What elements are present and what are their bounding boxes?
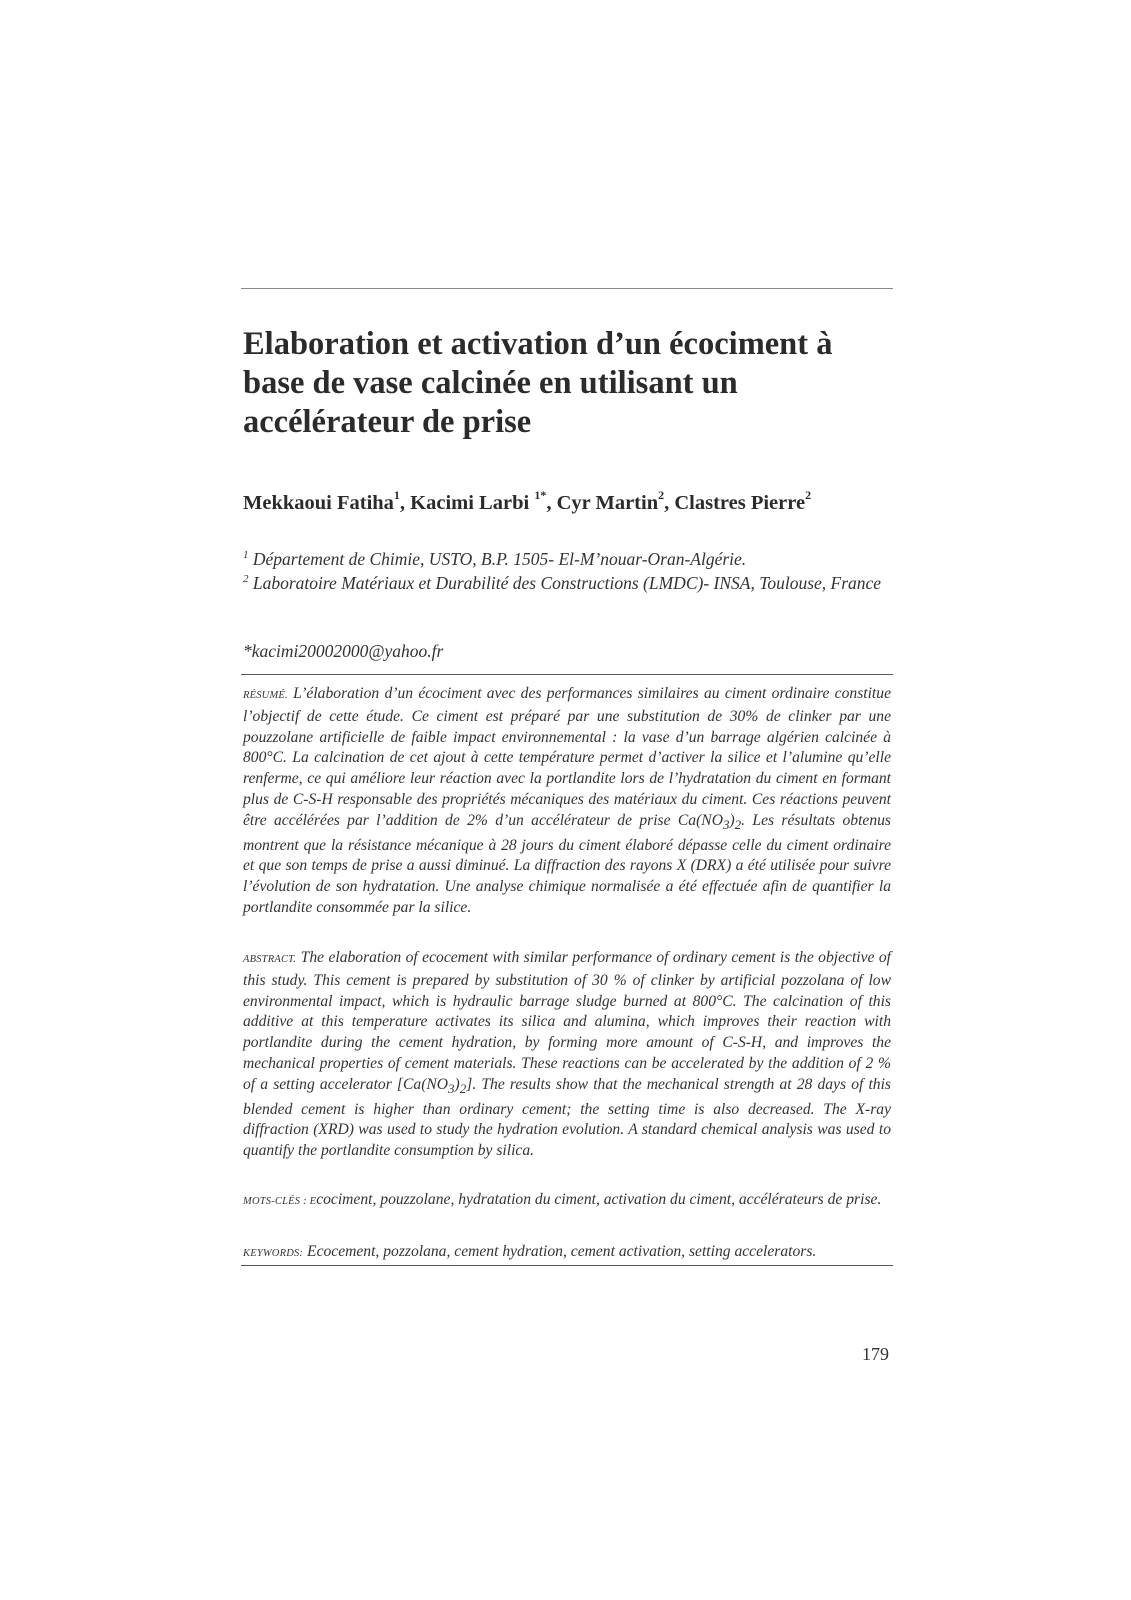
author-affil-mark: 2	[805, 488, 812, 503]
mots-cles-label: MOTS-CLÉS : E	[243, 1196, 317, 1207]
keywords-paragraph	[243, 1242, 891, 1265]
keywords-text: Ecocement, pozzolana, cement hydration, cement activation, setting accelerators.	[303, 1243, 817, 1260]
affiliation-2	[243, 572, 893, 596]
mots-cles-paragraph	[243, 1190, 891, 1213]
top-rule	[241, 288, 893, 289]
abstract-subscript: 3	[448, 1080, 455, 1096]
resume-subscript: 3	[722, 816, 730, 832]
resume-paragraph	[243, 684, 891, 919]
affiliation-text: Laboratoire Matériaux et Durabilité des Constructions (LMDC)- INSA, Toulouse, France	[248, 572, 882, 593]
affiliation-mark: 2	[243, 572, 249, 585]
resume-paren: )	[729, 811, 735, 829]
author-name: Clastres Pierre	[674, 492, 806, 514]
resume-text: L’élaboration d’un écociment avec des performances similaires au ciment ordinaire constitue l’objectif de cette étude. Ce ciment est préparé par une substitution de 30% de clinker par une pouzzolane artificielle de faible impact environnemental : la vase d’un barrage algérien calcinée à 800°C. La calcination de cet ajout à cette température permet d’activer la silice et l’alumine qu’elle renferme, ce qui améliore leur réaction avec la portlandite lors de l’hydratation du ciment en formant plus de C-S-H responsable des propriétés mécaniques des matériaux du ciment. Ces réactions peuvent être accélérées par l’addition de 2% d’un accélérateur de prise Ca(NO	[243, 685, 891, 829]
affiliations	[243, 548, 893, 595]
abstract-paragraph	[243, 948, 891, 1162]
page-number: 179	[862, 1344, 889, 1364]
affiliation-text: Département de Chimie, USTO, B.P. 1505- El-M’nouar-Oran-Algérie.	[248, 549, 747, 569]
author-list: Mekkaoui Fatiha$^1$, Kacimi Larbi $^{1*}$, Cyr Martin$^2$, Clastres Pierre$^2$	[243, 488, 812, 514]
abstract-text: The elaboration of ecocement with similar performance of ordinary cement is the objective of this study. This cement is prepared by substitution of 30 % of clinker by artificial pozzolana of low environmental impact, which is hydraulic barrage sludge burned at 800°C. The calcination of this additive at this temperature activates its silica and alumina, which improves their reaction with portlandite during the cement hydration, by forming more amount of C-S-H, and improves the mechanical properties of cement materials. These reactions can be accelerated by the addition of 2 % of a setting accelerator [Ca(NO	[243, 949, 891, 1093]
corresponding-email: *kacimi20002000@yahoo.fr	[243, 641, 444, 661]
author-name: Cyr Martin	[556, 492, 659, 514]
abstract-subscript: 2	[459, 1080, 467, 1096]
affiliation-1	[243, 548, 893, 572]
abstract-top-rule	[241, 674, 893, 675]
abstract-text-after: ]. The results show that the mechanical strength at 28 days of this blended cement is higher than ordinary cement; the setting time is also decreased. The X-ray diffraction (XRD) was used to study the hydration evolution. A standard chemical analysis was used to quantify the portlandite consumption by silica.	[243, 1075, 891, 1160]
paper-title: Elaboration et activation d’un écociment à base de vase calcinée en utilisant un accélérateur de prise	[243, 326, 833, 440]
author-affil-mark: 2	[658, 488, 665, 503]
resume-label: RÉSUMÉ.	[243, 690, 288, 701]
author-name: Mekkaoui Fatiha	[243, 492, 394, 514]
affiliation-mark: 1	[243, 549, 249, 562]
resume-text-after: . Les résultats obtenus montrent que la résistance mécanique à 28 jours du ciment élaboré dépasse celle du ciment ordinaire et que son temps de prise a aussi diminué. La diffraction des rayons X (DRX) a été utilisée pour suivre l’évolution de son hydratation. Une analyse chimique normalisée a été effectuée afin de quantifier la portlandite consommée par la silice.	[243, 811, 891, 917]
abstract-paren: )	[454, 1075, 460, 1093]
author-affil-mark: 1*	[534, 488, 547, 503]
abstract-label: ABSTRACT.	[243, 954, 297, 965]
mots-cles-text: cociment, pouzzolane, hydratation du ciment, activation du ciment, accélérateurs de prise.	[316, 1191, 882, 1208]
resume-subscript: 2	[734, 816, 742, 832]
author-affil-mark: 1	[393, 488, 400, 503]
author-name: Kacimi Larbi	[410, 492, 535, 514]
keywords-label: KEYWORDS:	[243, 1248, 304, 1259]
abstract-bottom-rule	[241, 1265, 893, 1266]
